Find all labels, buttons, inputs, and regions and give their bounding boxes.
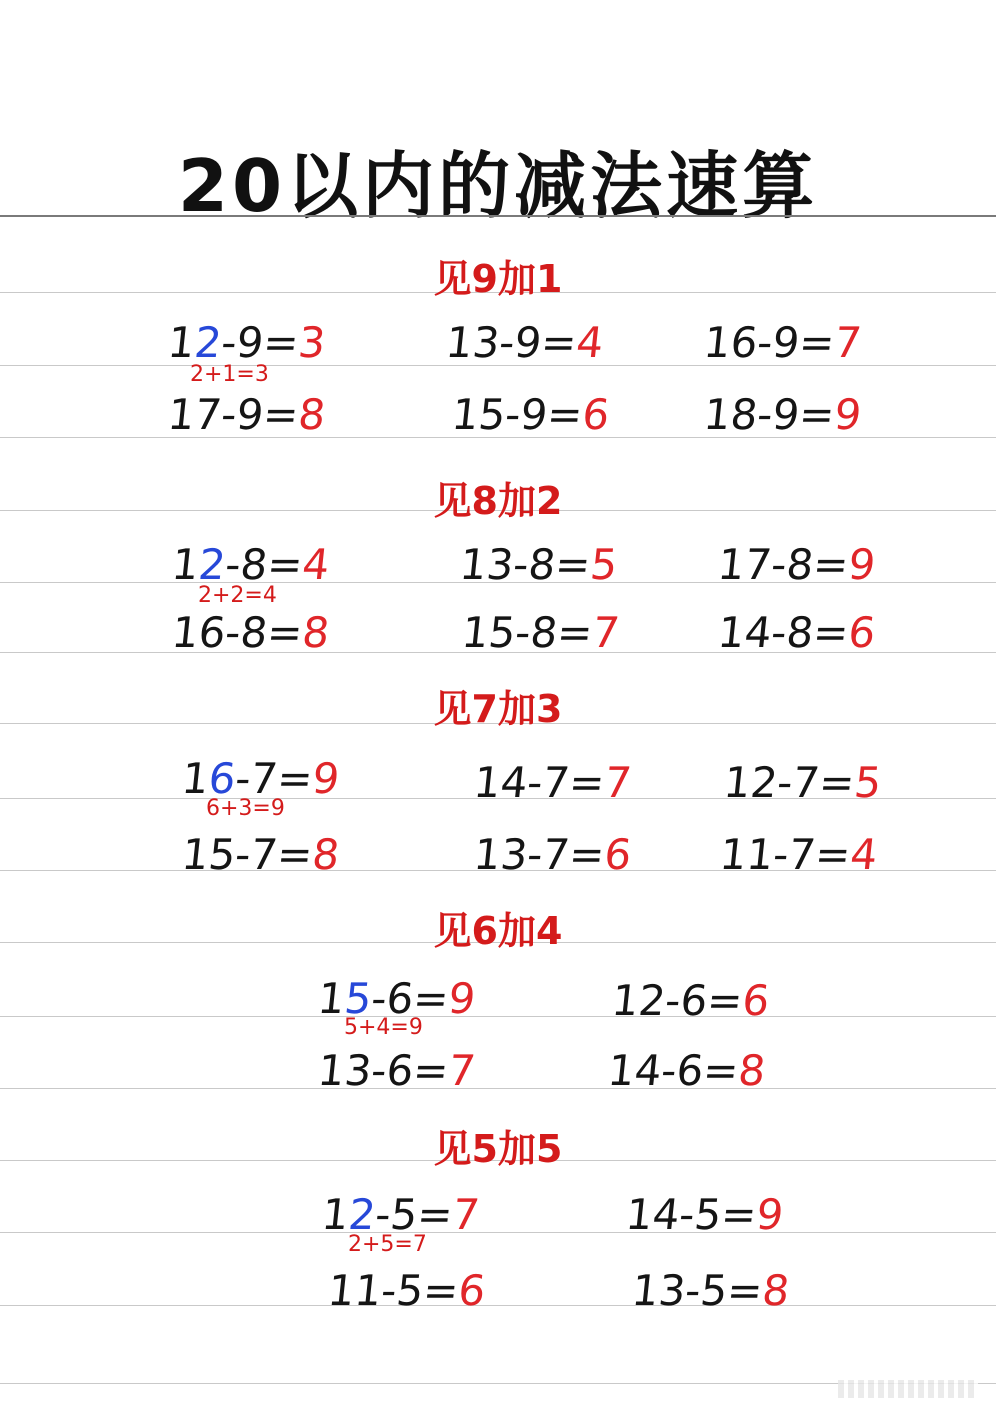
answer: 4 — [847, 830, 880, 879]
minuend: 14 — [715, 608, 775, 657]
operator-and-subtrahend: -9= — [502, 390, 586, 439]
watermark — [838, 1380, 978, 1398]
answer: 8 — [299, 608, 332, 657]
section-heading: 见9加1 — [433, 257, 563, 301]
subtraction-equation — [179, 830, 341, 879]
answer: 9 — [831, 390, 864, 439]
minuend: 14 — [605, 1046, 665, 1095]
answer: 9 — [309, 754, 342, 803]
minuend: 1 — [165, 318, 198, 367]
subtraction-equation — [701, 318, 863, 367]
minuend-ones-digit: 2 — [192, 318, 225, 367]
subtraction-equation — [471, 830, 633, 879]
operator-and-subtrahend: -7= — [770, 830, 854, 879]
minuend-ones-digit: 5 — [342, 974, 375, 1023]
shortcut-hint: 5+4=9 — [344, 1015, 423, 1040]
subtraction-equation — [717, 830, 879, 879]
subtraction-equation — [325, 1266, 487, 1315]
operator-and-subtrahend: -9= — [218, 318, 302, 367]
subtraction-equation — [169, 540, 331, 589]
answer: 9 — [445, 974, 478, 1023]
operator-and-subtrahend: -6= — [368, 974, 452, 1023]
subtraction-equation — [443, 318, 605, 367]
subtraction-equation — [165, 390, 327, 439]
shortcut-hint: 2+5=7 — [348, 1232, 427, 1257]
minuend-ones-digit: 2 — [346, 1190, 379, 1239]
minuend: 11 — [717, 830, 777, 879]
minuend: 17 — [165, 390, 225, 439]
ruled-line — [0, 1088, 996, 1089]
ruled-line — [0, 1305, 996, 1306]
minuend: 12 — [721, 758, 781, 807]
minuend: 13 — [471, 830, 531, 879]
operator-and-subtrahend: -7= — [232, 830, 316, 879]
minuend: 13 — [443, 318, 503, 367]
operator-and-subtrahend: -5= — [682, 1266, 766, 1315]
ruled-line — [0, 215, 996, 217]
subtraction-equation — [457, 540, 619, 589]
minuend: 16 — [701, 318, 761, 367]
answer: 4 — [573, 318, 606, 367]
section-heading: 见6加4 — [433, 909, 563, 953]
answer: 7 — [449, 1190, 482, 1239]
operator-and-subtrahend: -8= — [510, 540, 594, 589]
minuend: 15 — [179, 830, 239, 879]
minuend: 11 — [325, 1266, 385, 1315]
minuend: 13 — [457, 540, 517, 589]
minuend: 15 — [459, 608, 519, 657]
minuend: 1 — [315, 974, 348, 1023]
minuend-ones-digit: 6 — [206, 754, 239, 803]
minuend: 13 — [315, 1046, 375, 1095]
subtraction-equation — [315, 1046, 477, 1095]
operator-and-subtrahend: -9= — [496, 318, 580, 367]
subtraction-equation — [459, 608, 621, 657]
operator-and-subtrahend: -6= — [368, 1046, 452, 1095]
answer: 7 — [589, 608, 622, 657]
answer: 9 — [845, 540, 878, 589]
subtraction-equation — [165, 318, 327, 367]
answer: 8 — [295, 390, 328, 439]
operator-and-subtrahend: -7= — [232, 754, 316, 803]
operator-and-subtrahend: -8= — [768, 540, 852, 589]
answer: 6 — [579, 390, 612, 439]
subtraction-equation — [715, 540, 877, 589]
answer: 7 — [831, 318, 864, 367]
minuend-ones-digit: 2 — [196, 540, 229, 589]
operator-and-subtrahend: -7= — [524, 758, 608, 807]
section-heading: 见5加5 — [433, 1127, 563, 1171]
subtraction-equation — [169, 608, 331, 657]
answer: 8 — [759, 1266, 792, 1315]
section-heading: 见7加3 — [433, 687, 563, 731]
operator-and-subtrahend: -7= — [524, 830, 608, 879]
operator-and-subtrahend: -7= — [774, 758, 858, 807]
operator-and-subtrahend: -8= — [222, 540, 306, 589]
answer: 6 — [601, 830, 634, 879]
minuend: 1 — [319, 1190, 352, 1239]
answer: 6 — [455, 1266, 488, 1315]
minuend: 17 — [715, 540, 775, 589]
answer: 6 — [739, 976, 772, 1025]
operator-and-subtrahend: -6= — [658, 1046, 742, 1095]
subtraction-equation — [471, 758, 633, 807]
shortcut-hint: 2+2=4 — [198, 583, 277, 608]
answer: 4 — [299, 540, 332, 589]
minuend: 1 — [179, 754, 212, 803]
subtraction-equation — [721, 758, 883, 807]
section-heading: 见8加2 — [433, 479, 563, 523]
answer: 5 — [851, 758, 884, 807]
subtraction-equation — [701, 390, 863, 439]
minuend: 15 — [449, 390, 509, 439]
operator-and-subtrahend: -9= — [218, 390, 302, 439]
minuend: 12 — [609, 976, 669, 1025]
shortcut-hint: 6+3=9 — [206, 796, 285, 821]
answer: 6 — [845, 608, 878, 657]
operator-and-subtrahend: -5= — [676, 1190, 760, 1239]
subtraction-equation — [609, 976, 771, 1025]
answer: 8 — [735, 1046, 768, 1095]
subtraction-equation — [449, 390, 611, 439]
subtraction-equation — [629, 1266, 791, 1315]
minuend: 14 — [471, 758, 531, 807]
operator-and-subtrahend: -9= — [754, 390, 838, 439]
operator-and-subtrahend: -6= — [662, 976, 746, 1025]
operator-and-subtrahend: -5= — [372, 1190, 456, 1239]
minuend: 16 — [169, 608, 229, 657]
operator-and-subtrahend: -5= — [378, 1266, 462, 1315]
ruled-line — [0, 1232, 996, 1233]
answer: 7 — [445, 1046, 478, 1095]
minuend: 14 — [623, 1190, 683, 1239]
answer: 9 — [753, 1190, 786, 1239]
operator-and-subtrahend: -8= — [222, 608, 306, 657]
answer: 7 — [601, 758, 634, 807]
page-title: 20以内的减法速算 — [177, 144, 819, 228]
ruled-line — [0, 1016, 996, 1017]
subtraction-equation — [605, 1046, 767, 1095]
answer: 5 — [587, 540, 620, 589]
operator-and-subtrahend: -8= — [512, 608, 596, 657]
operator-and-subtrahend: -8= — [768, 608, 852, 657]
minuend: 1 — [169, 540, 202, 589]
answer: 8 — [309, 830, 342, 879]
operator-and-subtrahend: -9= — [754, 318, 838, 367]
subtraction-equation — [623, 1190, 785, 1239]
shortcut-hint: 2+1=3 — [190, 362, 269, 387]
subtraction-equation — [715, 608, 877, 657]
minuend: 13 — [629, 1266, 689, 1315]
minuend: 18 — [701, 390, 761, 439]
answer: 3 — [295, 318, 328, 367]
